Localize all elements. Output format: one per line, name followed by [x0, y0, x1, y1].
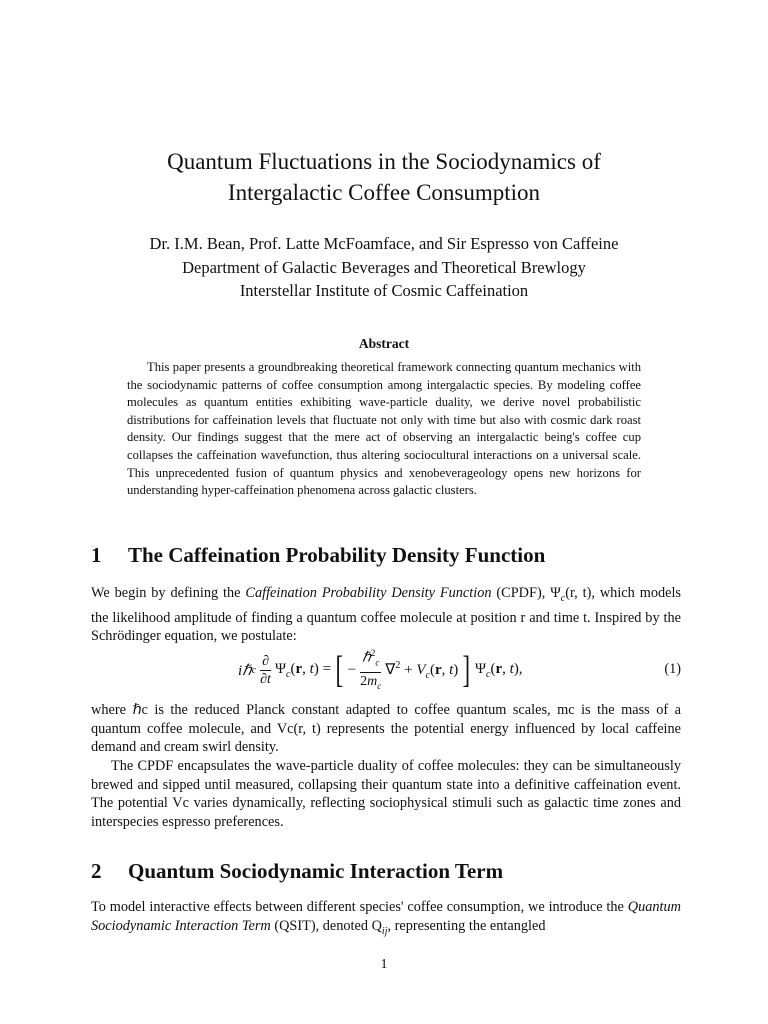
equation-body: iℏ c $\frac{\partial}{\partial t}$ $\Psi_c(r$, t) = [ − $\frac{\hbar^2_c}{2m_c}$ $\nabla^2 + V_c(r$, t) ] $\Psi_c(r$, t), — [238, 645, 523, 695]
section-2-intro: To model interactive effects between different species' coffee consumption, we introduce the Quantum Sociodynamic Interaction Term (QSIT), denoted $Q_{ij}$, representing the entangled — [91, 899, 681, 937]
intro-text-a: We begin by defining the — [91, 585, 246, 601]
section-1-number: 1 — [91, 543, 102, 567]
section-1-after-equation: where ℏc is the reduced Planck constant adapted to coffee quantum scales, mc is the mass of a quantum coffee molecule, and Vc(r, t) represents the potential energy influenced by local caffeine demand and cream swirl density. — [91, 702, 681, 756]
abstract-text: This paper presents a groundbreaking theoretical framework connecting quantum mechanics with the sociodynamic patterns of coffee consumption among intergalactic species. By modeling coffee molecules as quantum entities exhibiting wave-particle duality, we derive novel probabilistic distributions for caffeination levels that fluctuate not only with time but also with cosmic dark roast density. Our findings suggest that the mere act of observing an intergalactic being's coffee cup collapses the caffeination wavefunction, thus altering sociocultural interactions on a universal scale. This unprecedented fusion of quantum physics and xenobeverageology opens new horizons for understanding hyper-caffeination phenomena across galactic clusters. — [127, 360, 641, 498]
equation-number: (1) — [664, 661, 681, 677]
section-2-heading — [91, 859, 503, 884]
intro-text-c: (r, t), which models the likelihood amplitude of finding a quantum coffee molecule at position r and time t. Inspired by the Schrödinger equation, we postulate: — [91, 585, 681, 645]
section-2-title: Quantum Sociodynamic Interaction Term — [128, 859, 504, 883]
author-department: Department of Galactic Beverages and Theoretical Brewlogy — [182, 257, 586, 277]
page-number: 1 — [380, 957, 388, 972]
paper-title — [60, 146, 708, 208]
equation-1 — [91, 645, 681, 695]
author-names: Dr. I.M. Bean, Prof. Latte McFoamface, and Sir Espresso von Caffeine — [149, 234, 619, 253]
cpdf-term: Caffeination Probability Density Function — [245, 585, 492, 601]
title-line-1: Quantum Fluctuations in the Sociodynamics of — [167, 149, 601, 174]
s2-text-b: (QSIT), denoted Q — [270, 917, 382, 934]
author-institute: Interstellar Institute of Cosmic Caffeination — [239, 281, 529, 300]
author-block — [40, 232, 728, 303]
s2-text-a: To model interactive effects between different species' coffee consumption, we introduce the — [91, 899, 628, 915]
section-2-number: 2 — [91, 859, 102, 883]
section-1-heading — [91, 543, 545, 568]
s2-text-c: , representing the entangled — [387, 917, 546, 934]
section-1-intro: We begin by defining the Caffeination Probability Density Function (CPDF), $\Psi_c(r$, t), which models the likelihood amplitude of finding a quantum coffee molecule at position r and time t. Inspired by the Schrödinger equation, we postulate: — [91, 585, 681, 645]
abstract-heading: Abstract — [358, 336, 410, 351]
qsit-term: Quantum Sociodynamic Interaction Term — [91, 899, 681, 934]
section-1-paragraph-2: The CPDF encapsulates the wave-particle duality of coffee molecules: they can be simultaneously brewed and sipped until measured, collapsing their quantum state into a definitive caffeination event. The potential Vc varies dynamically, reflecting sociophysical stimuli such as galactic time zones and interspecies espresso preferences. — [91, 758, 681, 831]
title-line-2: Intergalactic Coffee Consumption — [227, 180, 541, 205]
intro-text-b: (CPDF), Ψ — [491, 585, 561, 601]
section-1-title: The Caffeination Probability Density Function — [128, 543, 546, 567]
